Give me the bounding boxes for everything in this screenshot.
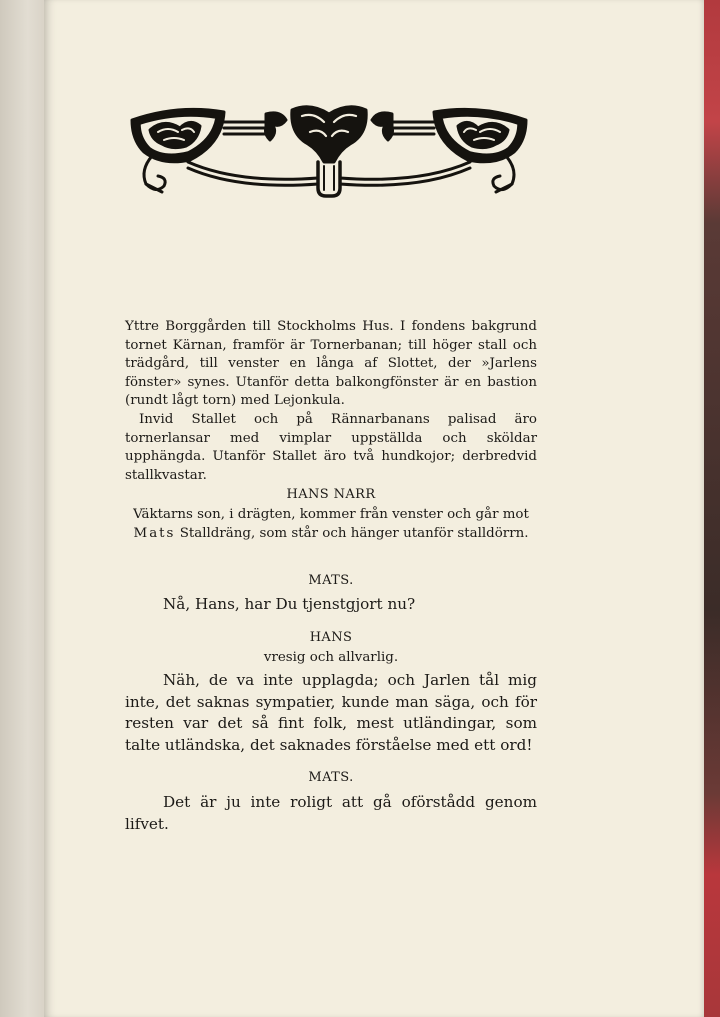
book-cover-edge bbox=[704, 0, 720, 1017]
stage-description-paragraph: Yttre Borggården till Stockholms Hus. I fondens bakgrund tornet Kärnan, framför är Tornerbanan; till höger stall och trädgård, till venster en långa af Slottet, der »Jarlens fönster» synes. Utanför detta balkongfönster är en bastion (rundt lågt torn) med Lejonkula. bbox=[125, 319, 537, 409]
dialogue-line bbox=[125, 670, 537, 756]
stage-direction: vresig och allvarlig. bbox=[263, 650, 399, 665]
stage-description bbox=[125, 318, 537, 485]
speaker-heading: HANS NARR bbox=[286, 487, 376, 502]
dialogue-text: Nå, Hans, har Du tjenstgjort nu? bbox=[163, 595, 416, 613]
dialogue-text: Det är ju inte roligt att gå oförstådd genom lifvet. bbox=[125, 793, 537, 833]
stage-direction-text: Väktarns son, i drägten, kommer från venster och går mot bbox=[133, 507, 529, 522]
dialogue-line bbox=[125, 792, 537, 835]
speaker-heading: MATS. bbox=[308, 770, 354, 785]
speaker-heading: HANS bbox=[309, 630, 353, 645]
stage-direction-text: Stalldräng, som står och hänger utanför stalldörrn. bbox=[179, 526, 529, 541]
dialogue-line bbox=[125, 594, 537, 616]
character-name: Mats bbox=[133, 526, 176, 541]
art-nouveau-headpiece-ornament bbox=[128, 100, 530, 204]
stage-direction bbox=[125, 505, 537, 543]
dialogue-text: Näh, de va inte upplagda; och Jarlen tål mig inte, det saknas sympatier, kunde man säga, och för resten var det så fint folk, mest utländingar, som talte utländska, det saknades förståelse med ett ord! bbox=[125, 671, 537, 754]
speaker-heading: MATS. bbox=[308, 573, 354, 588]
book-gutter-shadow bbox=[0, 0, 46, 1017]
stage-description-paragraph: Invid Stallet och på Rännarbanans palisad äro tornerlansar med vimplar uppställda och sköldar upphängda. Utanför Stallet äro två hundkojor; derbredvid stallkvastar. bbox=[125, 411, 537, 483]
